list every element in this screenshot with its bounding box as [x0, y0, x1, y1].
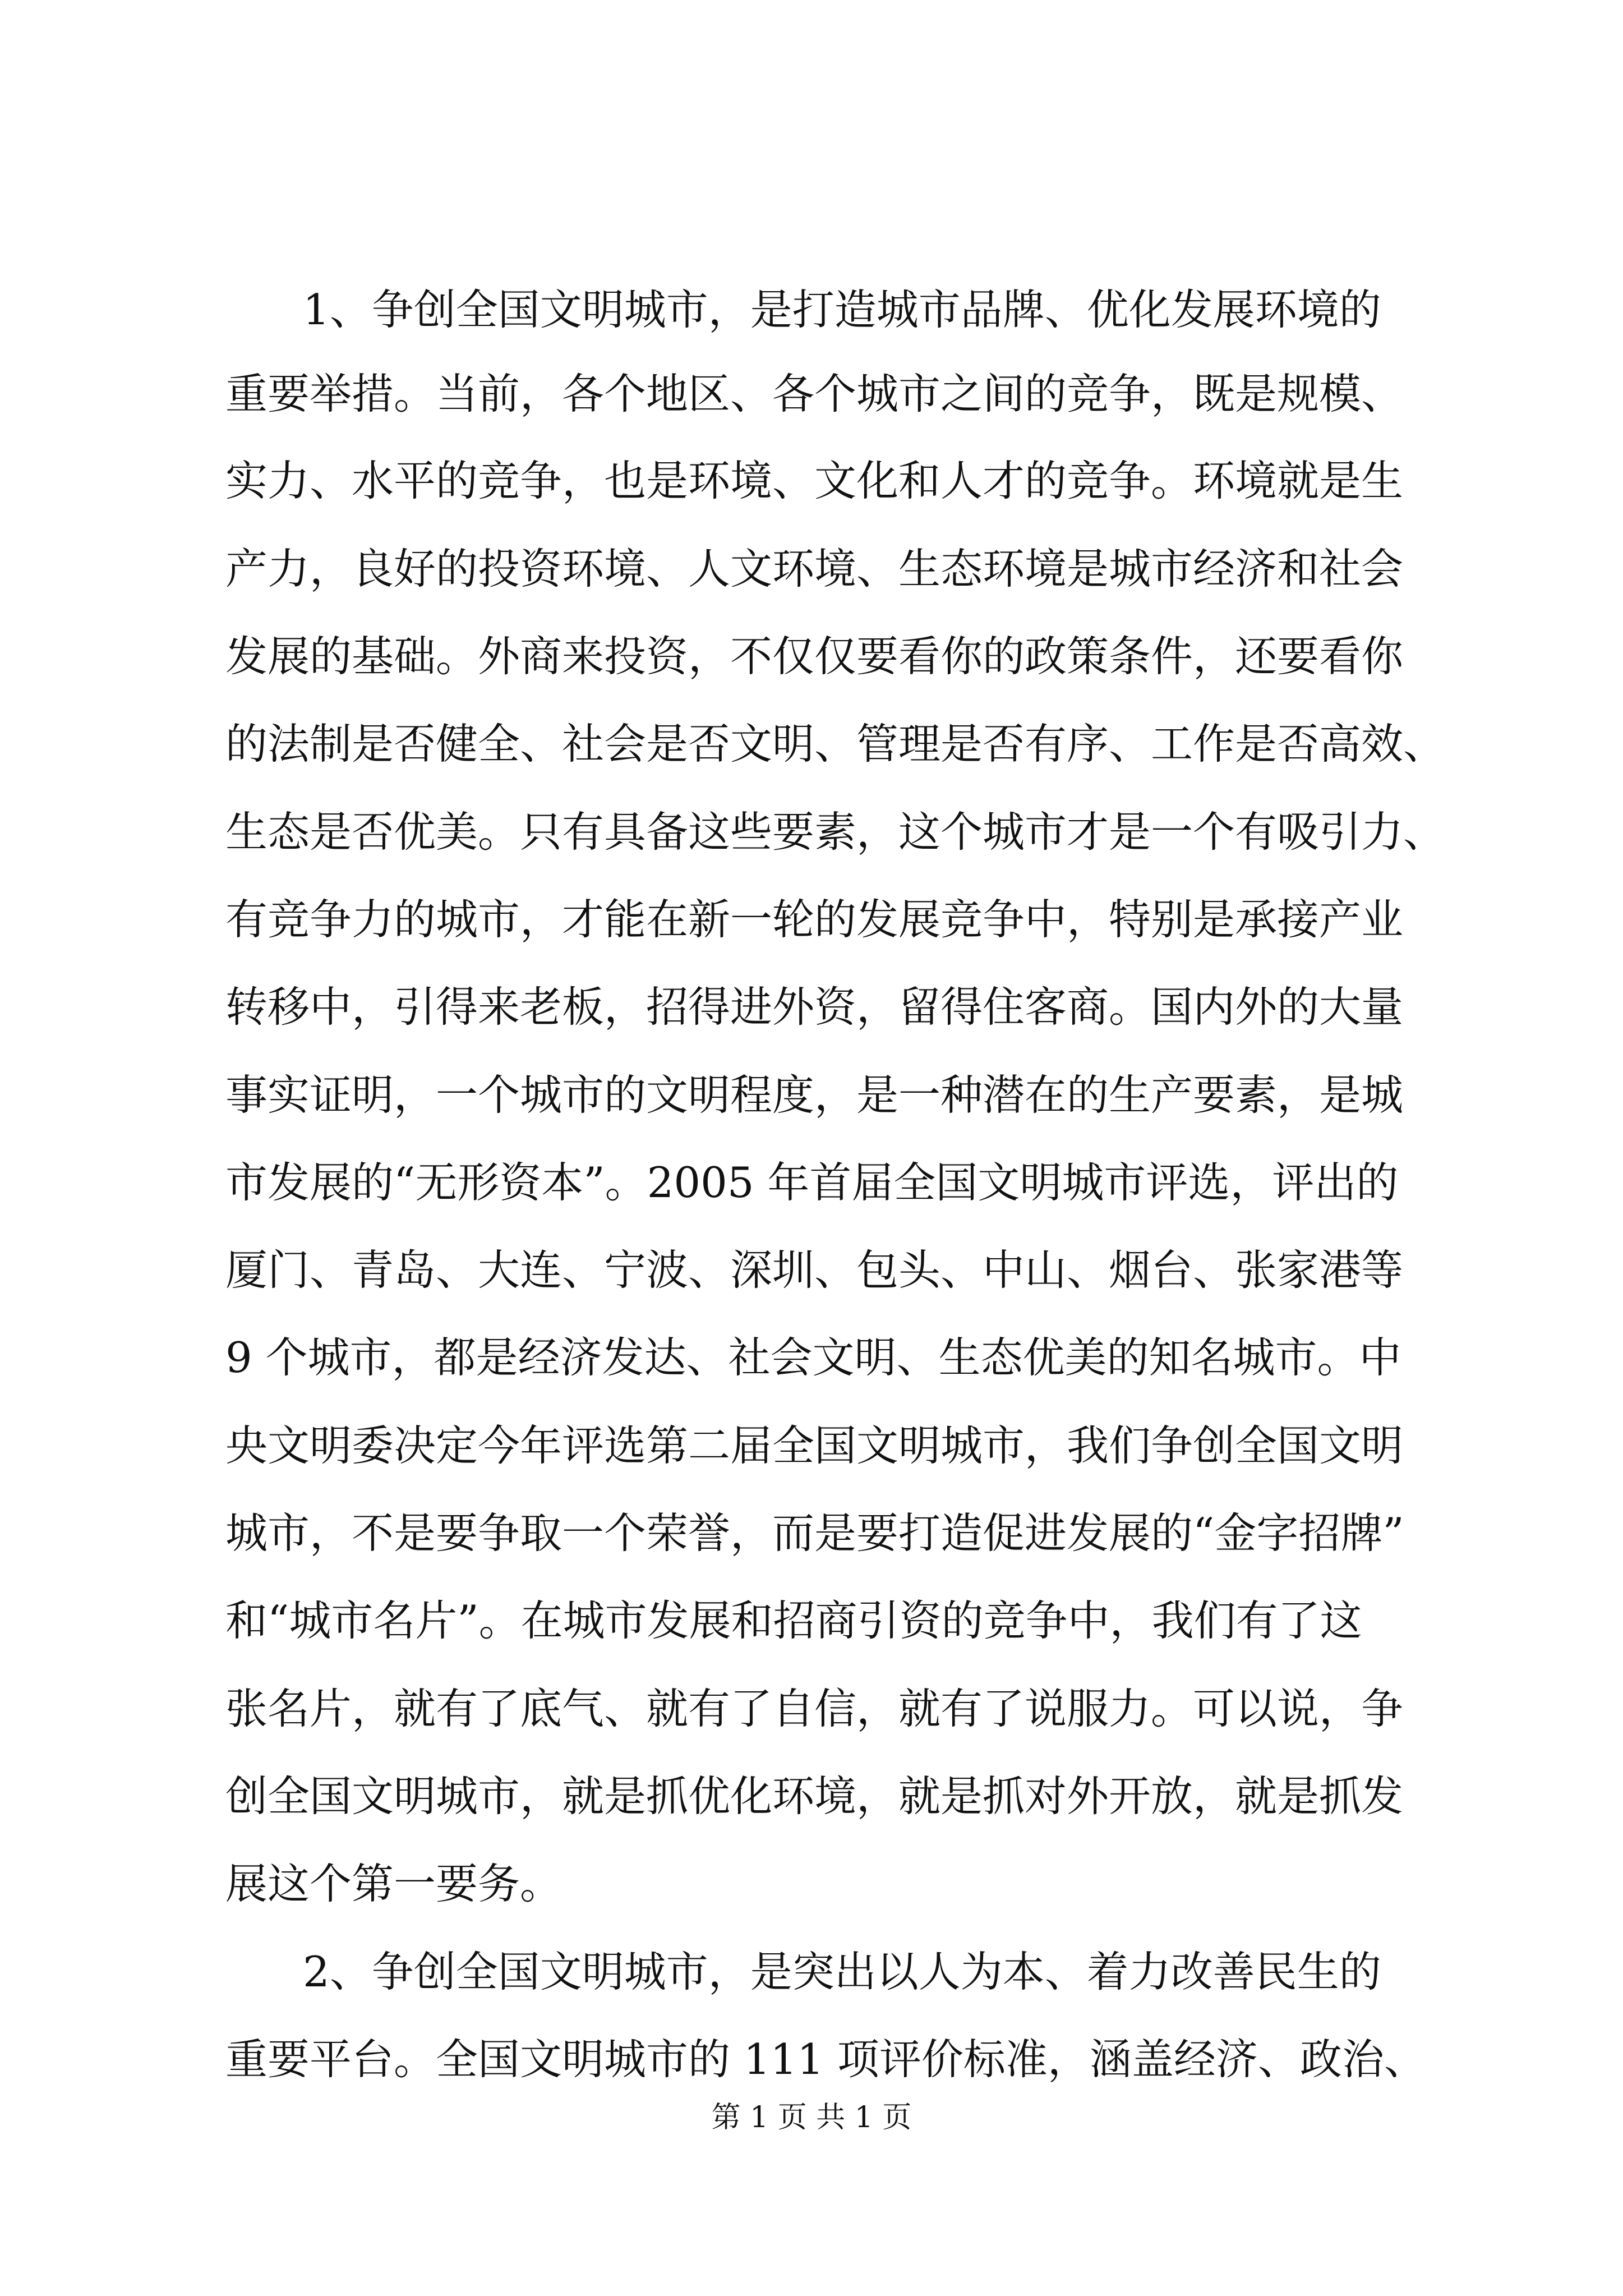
paragraph-1-line: 和“城市名片”。在城市发展和招商引资的竞争中，我们有了这	[225, 1596, 1362, 1645]
paragraph-1-line: 创全国文明城市，就是抓优化环境，就是抓对外开放，就是抓发	[225, 1772, 1404, 1821]
paragraph-1-line: 9 个城市，都是经济发达、社会文明、生态优美的知名城市。中	[225, 1333, 1401, 1382]
paragraph-1-line: 事实证明，一个城市的文明程度，是一种潜在的生产要素，是城	[225, 1070, 1404, 1120]
paragraph-1-line: 产力，良好的投资环境、人文环境、生态环境是城市经济和社会	[225, 544, 1404, 593]
paragraph-1-line: 实力、水平的竞争，也是环境、文化和人才的竞争。环境就是生	[225, 456, 1404, 505]
paragraph-1-line: 生态是否优美。只有具备这些要素，这个城市才是一个有吸引力、	[225, 807, 1446, 857]
paragraph-1-line: 厦门、青岛、大连、宁波、深圳、包头、中山、烟台、张家港等	[225, 1245, 1404, 1295]
paragraph-2-line: 重要平台。全国文明城市的 111 项评价标准，涵盖经济、政治、	[225, 2035, 1426, 2084]
paragraph-1-line: 1、争创全国文明城市，是打造城市品牌、优化发展环境的	[303, 285, 1381, 334]
paragraph-1-line: 张名片，就有了底气、就有了自信，就有了说服力。可以说，争	[225, 1684, 1404, 1733]
page-number-footer: 第 1 页 共 1 页	[711, 2101, 912, 2134]
paragraph-1-line: 的法制是否健全、社会是否文明、管理是否有序、工作是否高效、	[225, 719, 1446, 769]
paragraph-1-line: 有竞争力的城市，才能在新一轮的发展竞争中，特别是承接产业	[225, 895, 1404, 944]
paragraph-1-line: 央文明委决定今年评选第二届全国文明城市，我们争创全国文明	[225, 1421, 1404, 1470]
paragraph-1-line: 展这个第一要务。	[225, 1859, 562, 1908]
paragraph-1-line: 城市，不是要争取一个荣誉，而是要打造促进发展的“金字招牌”	[225, 1508, 1404, 1558]
paragraph-2-line: 2、争创全国文明城市，是突出以人为本、着力改善民生的	[303, 1947, 1381, 1996]
paragraph-1-line: 转移中，引得来老板，招得进外资，留得住客商。国内外的大量	[225, 982, 1404, 1032]
paragraph-1-line: 市发展的“无形资本”。2005 年首届全国文明城市评选，评出的	[225, 1158, 1399, 1207]
paragraph-1-line: 发展的基础。外商来投资，不仅仅要看你的政策条件，还要看你	[225, 632, 1404, 681]
paragraph-1-line: 重要举措。当前，各个地区、各个城市之间的竞争，既是规模、	[225, 369, 1404, 418]
